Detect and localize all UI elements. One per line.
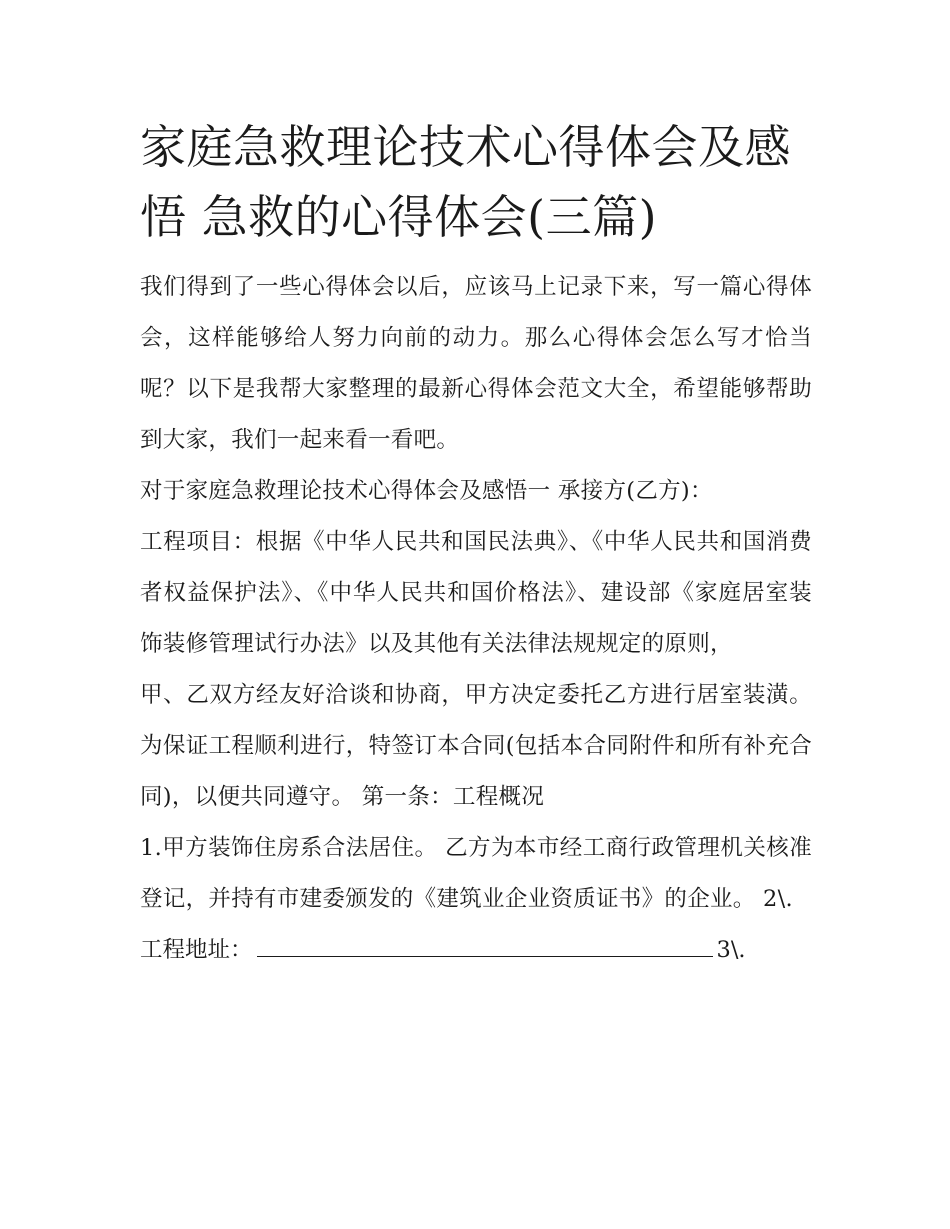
address-line bbox=[140, 925, 812, 976]
section-heading-paragraph: 对于家庭急救理论技术心得体会及感悟一 承接方(乙方)： bbox=[140, 478, 713, 504]
project-paragraph: 工程项目：根据《中华人民共和国民法典》、《中华人民共和国消费者权益保护法》、《中华人民共和国价格法》、建设部《家庭居室装饰装修管理试行办法》以及其他有关法律法规规定的原则， bbox=[140, 529, 812, 657]
address-blank-field bbox=[257, 928, 713, 957]
overview-paragraph: 1.甲方装饰住房系合法居住。 乙方为本市经工商行政管理机关核准登记，并持有市建委颁发的《建筑业企业资质证书》的企业。 2\. bbox=[140, 835, 812, 912]
intro-paragraph: 我们得到了一些心得体会以后，应该马上记录下来，写一篇心得体会，这样能够给人努力向前的动力。那么心得体会怎么写才恰当呢？以下是我帮大家整理的最新心得体会范文大全，希望能够帮助到大家，我们一起来看一看吧。 bbox=[140, 274, 812, 453]
address-suffix: 3\. bbox=[716, 937, 746, 963]
document-page bbox=[140, 112, 812, 976]
agreement-paragraph: 甲、乙双方经友好洽谈和协商，甲方决定委托乙方进行居室装潢。为保证工程顺利进行，特签订本合同(包括本合同附件和所有补充合同)，以便共同遵守。 第一条：工程概况 bbox=[140, 682, 812, 810]
document-title: 家庭急救理论技术心得体会及感悟 急救的心得体会(三篇) bbox=[140, 120, 791, 244]
address-label: 工程地址： bbox=[140, 937, 253, 963]
